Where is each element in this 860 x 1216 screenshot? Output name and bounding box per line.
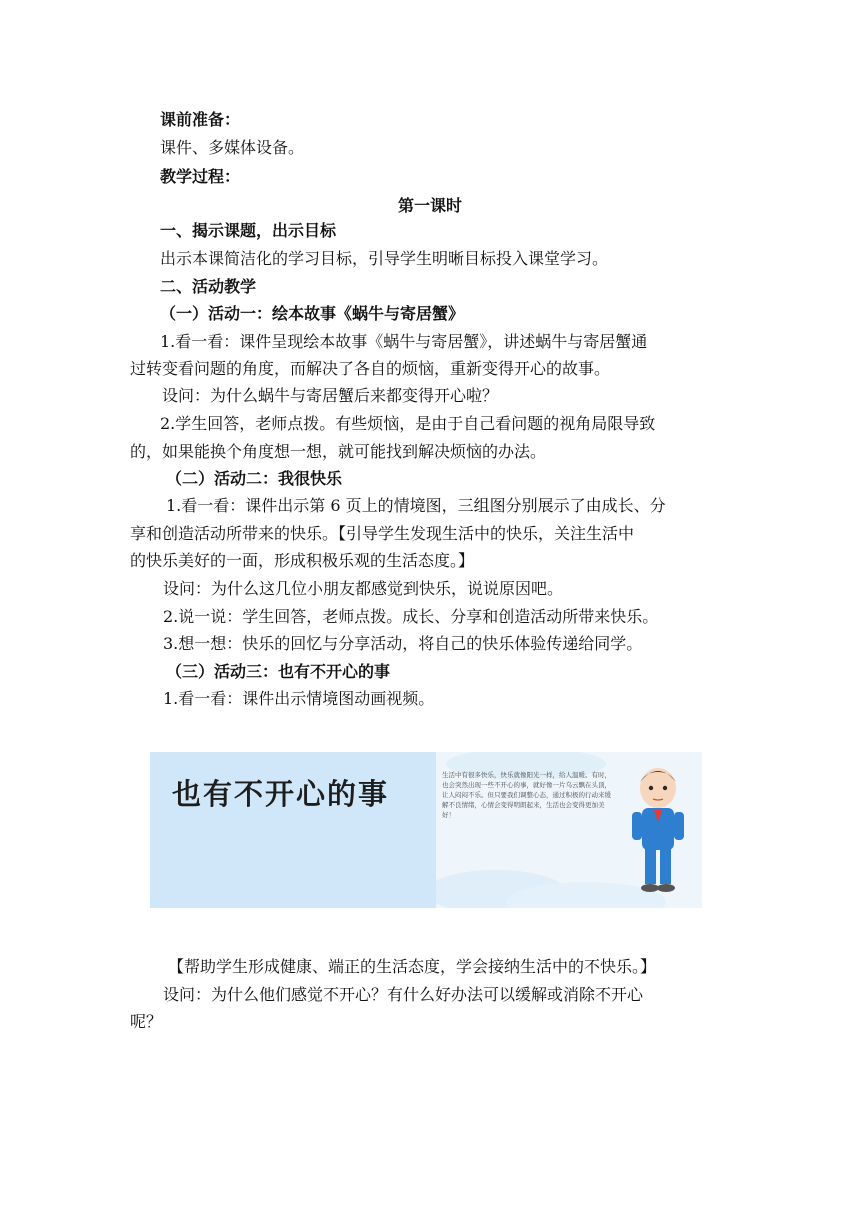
paragraph: 1.看一看：课件出示情境图动画视频。 <box>163 689 435 708</box>
paragraph: 的快乐美好的一面，形成积极乐观的生活态度。】 <box>130 551 475 570</box>
lesson-title: 第一课时 <box>397 196 462 215</box>
question: 设问：为什么蜗牛与寄居蟹后来都变得开心啦？ <box>162 386 499 405</box>
question: 设问：为什么他们感觉不开心？有什么好办法可以缓解或消除不开心 <box>163 985 644 1004</box>
paragraph: 出示本课简洁化的学习目标，引导学生明晰目标投入课堂学习。 <box>160 249 609 268</box>
section-heading: 一、揭示课题，出示目标 <box>160 221 337 240</box>
activity-heading: （一）活动一：绘本故事《蜗牛与寄居蟹》 <box>160 304 465 323</box>
heading-process: 教学过程： <box>160 167 241 186</box>
paragraph: 2.学生回答，老师点拨。有些烦恼，是由于自己看问题的视角局限导致 <box>160 414 656 433</box>
illustration-story-panel <box>436 752 702 908</box>
paragraph: 2.说一说：学生回答，老师点拨。成长、分享和创造活动所带来快乐。 <box>163 607 659 626</box>
question: 设问：为什么这几位小朋友都感觉到快乐，说说原因吧。 <box>163 579 564 598</box>
activity-heading: （二）活动二：我很快乐 <box>166 469 343 488</box>
illustration-title-panel <box>150 752 436 908</box>
section-heading: 二、活动教学 <box>160 277 257 296</box>
paragraph: 1.看一看：课件呈现绘本故事《蜗牛与寄居蟹》，讲述蜗牛与寄居蟹通 <box>160 332 648 351</box>
paragraph: 呢？ <box>130 1012 163 1031</box>
paragraph: 课件、多媒体设备。 <box>160 138 305 157</box>
paragraph: 【帮助学生形成健康、端正的生活态度，学会接纳生活中的不快乐。】 <box>168 957 657 976</box>
paragraph: 的，如果能换个角度想一想，就可能找到解决烦恼的办法。 <box>130 442 547 461</box>
paragraph: 1.看一看：课件出示第 6 页上的情境图，三组图分别展示了由成长、分 <box>166 496 666 515</box>
activity-heading: （三）活动三：也有不开心的事 <box>166 662 391 681</box>
paragraph: 享和创造活动所带来的快乐。【引导学生发现生活中的快乐，关注生活中 <box>130 524 635 543</box>
illustration-caption: 生活中有很多快乐，快乐就像阳光一样，给人温暖。有时，也会突然出现一些不开心的事，就好像一片乌云飘在头顶，让人闷闷不乐。但只要我们调整心态，通过积极的行动来缓解不良情绪，心情会变得明朗起来，生活也会变得更加美好！ <box>442 771 611 819</box>
paragraph: 过转变看问题的角度，而解决了各自的烦恼，重新变得开心的故事。 <box>130 359 611 378</box>
heading-preparation: 课前准备： <box>160 110 241 129</box>
illustration-title: 也有不开心的事 <box>172 777 390 811</box>
paragraph: 3.想一想：快乐的回忆与分享活动，将自己的快乐体验传递给同学。 <box>163 634 643 653</box>
boy-character-icon <box>618 762 698 902</box>
activity-illustration <box>150 752 702 908</box>
